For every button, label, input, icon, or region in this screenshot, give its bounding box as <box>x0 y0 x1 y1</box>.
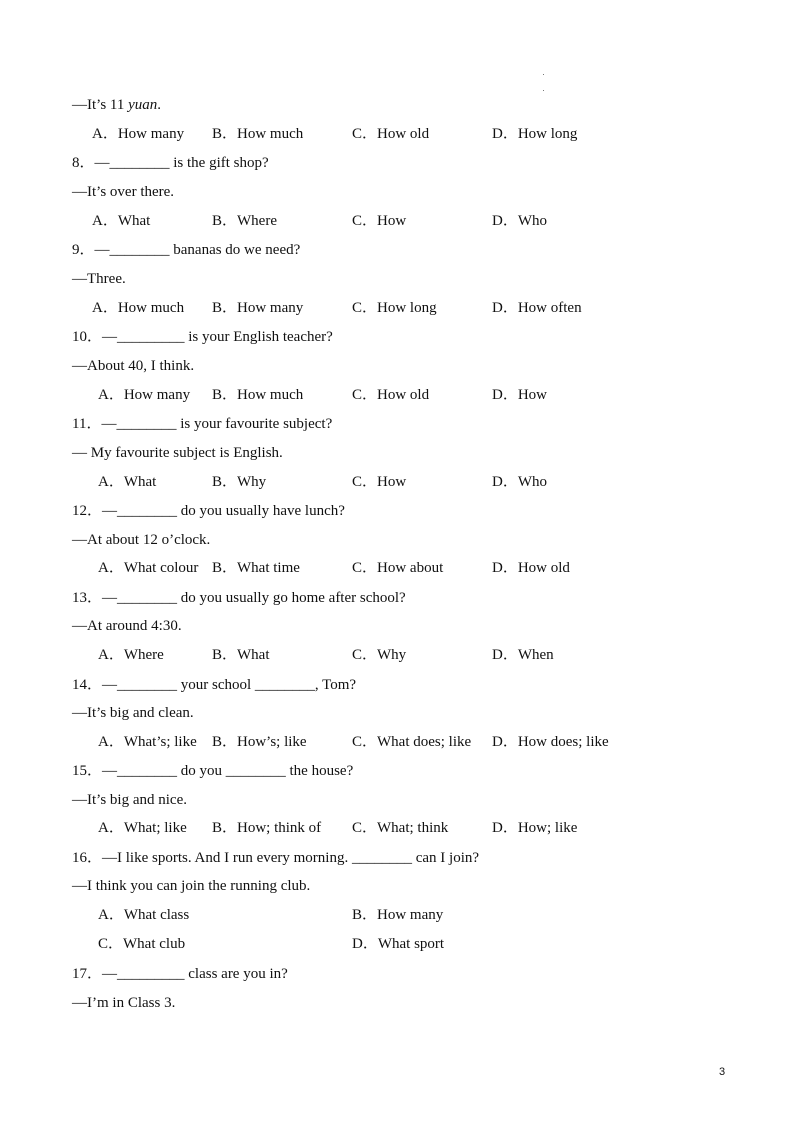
q14-answer: —It’s big and clean. <box>72 705 194 721</box>
q15-option-b[interactable]: B．How; think of <box>212 820 322 836</box>
q11-option-d[interactable]: D．Who <box>492 474 547 490</box>
q16-option-a[interactable]: A．What class <box>98 907 190 923</box>
q7-option-a[interactable]: A．How many <box>92 126 185 142</box>
q9-option-d[interactable]: D．How often <box>492 300 582 316</box>
q7-answer: —It’s 11 yuan. <box>72 97 162 113</box>
q13-question: 13．—________ do you usually go home after school? <box>72 590 406 606</box>
q16-option-d[interactable]: D．What sport <box>352 936 445 952</box>
q16-option-c[interactable]: C．What club <box>98 936 186 952</box>
currency-yuan: yuan <box>128 97 158 113</box>
q13-answer: —At around 4:30. <box>72 618 182 634</box>
q7-option-b[interactable]: B．How much <box>212 126 304 142</box>
q16-answer: —I think you can join the running club. <box>72 878 311 894</box>
q14-option-a[interactable]: A．What’s; like <box>98 734 197 750</box>
q14-question: 14．—________ your school ________, Tom? <box>72 677 357 693</box>
q8-option-d[interactable]: D．Who <box>492 213 547 229</box>
q10-option-c[interactable]: C．How old <box>352 387 430 403</box>
q10-answer: —About 40, I think. <box>72 358 195 374</box>
q7-option-c[interactable]: C．How old <box>352 126 430 142</box>
q13-option-b[interactable]: B．What <box>212 647 270 663</box>
q15-option-d[interactable]: D．How; like <box>492 820 578 836</box>
q17-question: 17．—_________ class are you in? <box>72 966 288 982</box>
q14-option-c[interactable]: C．What does; like <box>352 734 472 750</box>
q8-question: 8．—________ is the gift shop? <box>72 155 269 171</box>
q14-option-b[interactable]: B．How’s; like <box>212 734 307 750</box>
q15-option-a[interactable]: A．What; like <box>98 820 187 836</box>
q7-option-d[interactable]: D．How long <box>492 126 578 142</box>
q8-answer: —It’s over there. <box>72 184 175 200</box>
q12-option-b[interactable]: B．What time <box>212 560 300 576</box>
q16-option-b[interactable]: B．How many <box>352 907 444 923</box>
q11-question: 11．—________ is your favourite subject? <box>72 416 333 432</box>
q12-option-a[interactable]: A．What colour <box>98 560 199 576</box>
q9-option-b[interactable]: B．How many <box>212 300 304 316</box>
q10-question: 10．—_________ is your English teacher? <box>72 329 333 345</box>
q15-answer: —It’s big and nice. <box>72 792 187 808</box>
scan-mark <box>543 74 544 75</box>
q9-option-c[interactable]: C．How long <box>352 300 437 316</box>
q11-option-b[interactable]: B．Why <box>212 474 267 490</box>
q11-answer: — My favourite subject is English. <box>72 445 283 461</box>
q10-option-d[interactable]: D．How <box>492 387 547 403</box>
q11-option-a[interactable]: A．What <box>98 474 157 490</box>
q12-option-d[interactable]: D．How old <box>492 560 570 576</box>
q8-option-a[interactable]: A．What <box>92 213 151 229</box>
q13-option-d[interactable]: D．When <box>492 647 554 663</box>
q15-option-c[interactable]: C．What; think <box>352 820 449 836</box>
q9-question: 9．—________ bananas do we need? <box>72 242 301 258</box>
page-number: 3 <box>719 1066 726 1078</box>
q9-answer: —Three. <box>72 271 126 287</box>
q12-answer: —At about 12 o’clock. <box>72 532 211 548</box>
q9-option-a[interactable]: A．How much <box>92 300 185 316</box>
q11-option-c[interactable]: C．How <box>352 474 407 490</box>
q8-option-b[interactable]: B．Where <box>212 213 277 229</box>
q14-option-d[interactable]: D．How does; like <box>492 734 609 750</box>
q8-option-c[interactable]: C．How <box>352 213 407 229</box>
q12-option-c[interactable]: C．How about <box>352 560 444 576</box>
q15-question: 15．—________ do you ________ the house? <box>72 763 354 779</box>
q10-option-b[interactable]: B．How much <box>212 387 304 403</box>
q12-question: 12．—________ do you usually have lunch? <box>72 503 345 519</box>
q10-option-a[interactable]: A．How many <box>98 387 191 403</box>
q16-question: 16．—I like sports. And I run every morning. ________ can I join? <box>72 850 480 866</box>
q13-option-c[interactable]: C．Why <box>352 647 407 663</box>
q17-answer: —I’m in Class 3. <box>72 995 176 1011</box>
q13-option-a[interactable]: A．Where <box>98 647 164 663</box>
scan-mark <box>543 90 544 91</box>
